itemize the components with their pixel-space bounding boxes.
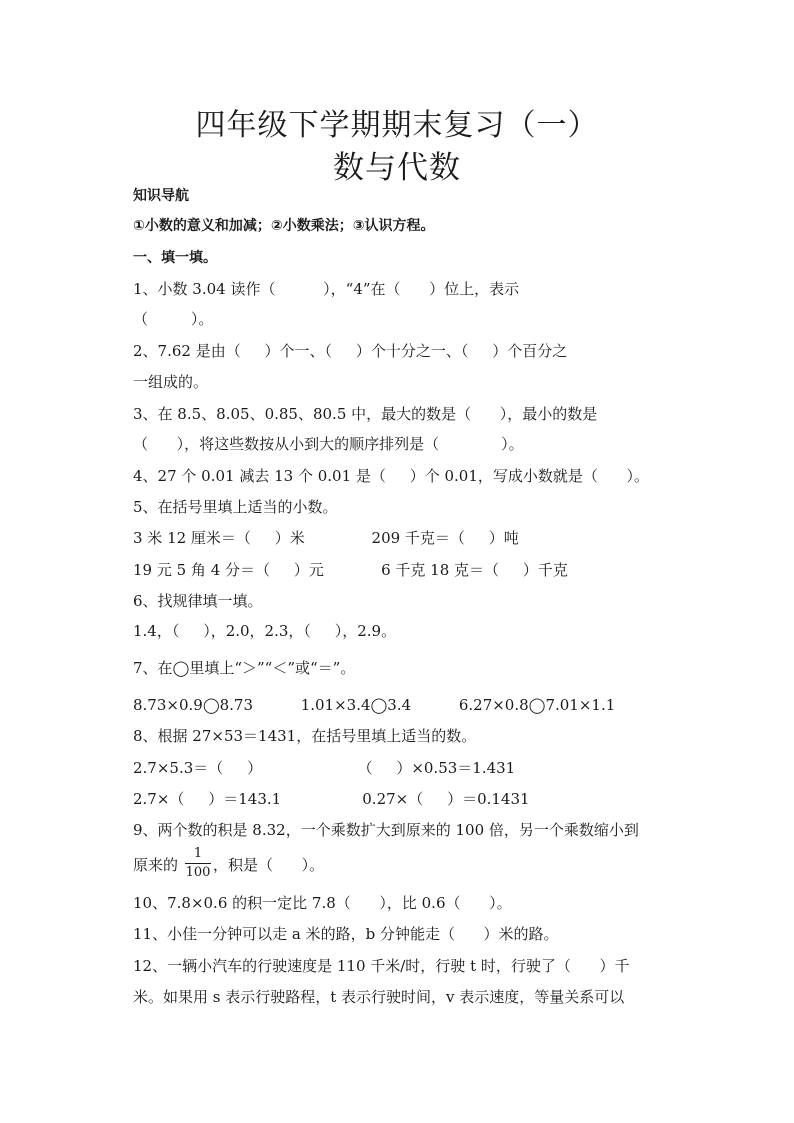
question-12-line-2: 米。如果用 s 表示行驶路程，t 表示行驶时间，v 表示速度，等量关系可以	[133, 988, 625, 1006]
question-12-line-1: 12、一辆小汽车的行驶速度是 110 千米/时，行驶 t 时，行驶了（ ）千	[133, 957, 630, 975]
question-5-row-2: 19 元 5 角 4 分＝（ ）元 6 千克 18 克＝（ ）千克	[133, 561, 568, 579]
question-8-row-1: 2.7×5.3＝（ ） （ ）×0.53＝1.431	[133, 759, 516, 777]
question-9-prefix: 原来的	[133, 856, 179, 874]
nav-heading: 知识导航	[133, 188, 189, 204]
fraction-numerator: 1	[193, 846, 203, 861]
question-8-row-2: 2.7×（ ）＝143.1 0.27×（ ）＝0.1431	[133, 790, 530, 808]
page-title: 四年级下学期期末复习（一）	[195, 108, 599, 143]
question-6: 6、找规律填一填。	[133, 592, 263, 610]
question-3-line-1: 3、在 8.5、8.05、0.85、80.5 中，最大的数是（ ），最小的数是	[133, 405, 598, 423]
question-3-line-2: （ ），将这些数按从小到大的顺序排列是（ ）。	[133, 435, 524, 453]
fraction-bar	[185, 863, 211, 864]
question-2-line-1: 2、7.62 是由（ ）个一、（ ）个十分之一、（ ）个百分之	[133, 342, 568, 360]
question-2-line-2: 一组成的。	[133, 373, 209, 391]
page-subtitle: 数与代数	[333, 150, 461, 186]
fraction-one-hundredth	[185, 846, 211, 881]
question-4: 4、27 个 0.01 减去 13 个 0.01 是（ ）个 0.01，写成小数就是（ ）。	[133, 467, 650, 485]
question-7-row: 8.73×0.9◯8.73 1.01×3.4◯3.4 6.27×0.8◯7.01×1.1	[133, 696, 616, 714]
question-9-line-1: 9、两个数的积是 8.32，一个乘数扩大到原来的 100 倍，另一个乘数缩小到	[133, 821, 639, 839]
question-5-row-1: 3 米 12 厘米＝（ ）米 209 千克＝（ ）吨	[133, 529, 519, 547]
question-7: 7、在◯里填上“＞”“＜”或“＝”。	[133, 659, 356, 677]
section-heading: 一、填一填。	[133, 250, 217, 266]
fraction-denominator: 100	[185, 865, 211, 880]
question-8: 8、根据 27×53＝1431，在括号里填上适当的数。	[133, 727, 477, 745]
question-6-sequence: 1.4，（ ），2.0，2.3，（ ），2.9。	[133, 622, 397, 640]
question-10: 10、7.8×0.6 的积一定比 7.8（ ），比 0.6（ ）。	[133, 894, 512, 912]
question-1-line-1: 1、小数 3.04 读作（ ），“4”在（ ）位上，表示	[133, 280, 520, 298]
question-9-suffix: ，积是（ ）。	[213, 856, 325, 874]
nav-content: ①小数的意义和加减；②小数乘法；③认识方程。	[133, 218, 435, 234]
question-1-line-2: （ ）。	[133, 310, 214, 328]
question-5: 5、在括号里填上适当的小数。	[133, 498, 338, 516]
question-11: 11、小佳一分钟可以走 a 米的路，b 分钟能走（ ）米的路。	[133, 925, 559, 943]
